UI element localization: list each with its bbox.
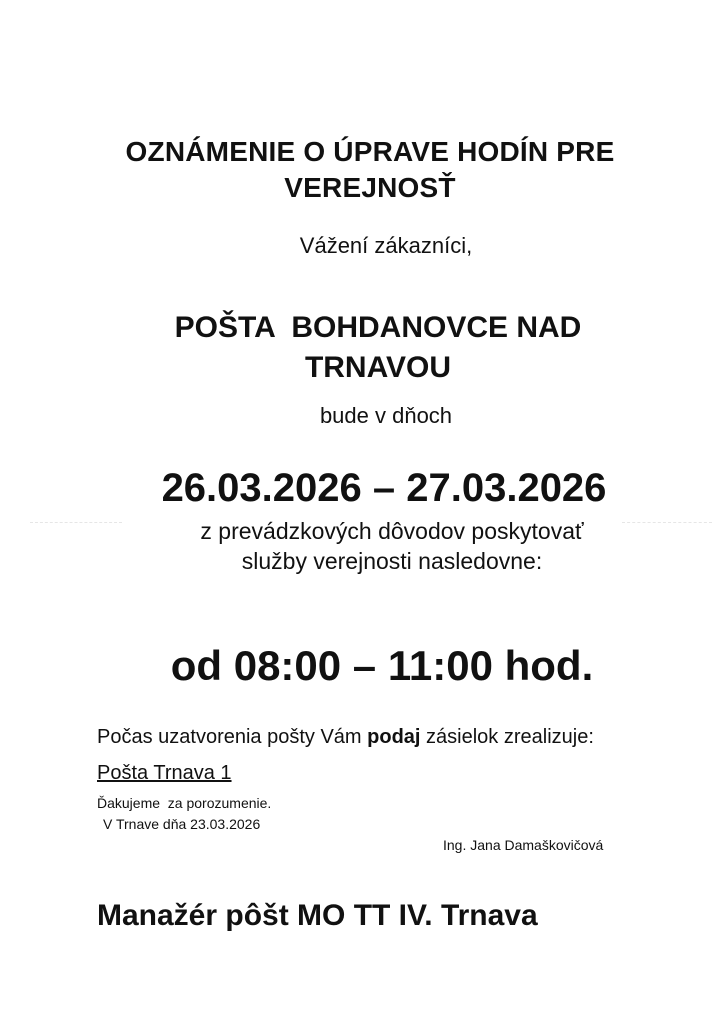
reason-line-1: z prevádzkových dôvodov poskytovať	[200, 518, 584, 544]
reason-line-2: služby verejnosti nasledovne:	[241, 548, 543, 574]
place-and-date: V Trnave dňa 23.03.2026	[103, 816, 261, 832]
closure-note	[97, 724, 594, 750]
closure-note-bold: podaj	[367, 726, 421, 748]
closure-note-suffix: zásielok zrealizuje:	[420, 726, 594, 748]
post-office-name-line-2: TRNAVOU	[304, 351, 452, 384]
signature-name: Ing. Jana Damaškovičová	[443, 837, 604, 853]
manager-title: Manažér pôšt MO TT IV. Trnava	[97, 899, 538, 932]
reason-text	[30, 516, 724, 576]
notice-title	[40, 134, 700, 206]
post-office-name	[40, 308, 716, 388]
opening-hours: od 08:00 – 11:00 hod.	[170, 642, 594, 689]
date-range: 26.03.2026 – 27.03.2026	[161, 466, 607, 510]
post-office-name-line-1: POŠTA BOHDANOVCE NAD	[174, 311, 582, 344]
closure-note-prefix: Počas uzatvorenia pošty Vám	[97, 726, 368, 748]
greeting: Vážení zákazníci,	[299, 233, 473, 258]
notice-title-line-2: VEREJNOSŤ	[284, 172, 456, 203]
thanks-text: Ďakujeme za porozumenie.	[97, 795, 272, 811]
days-intro: bude v dňoch	[319, 403, 453, 428]
alternative-post-office: Pošta Trnava 1	[97, 762, 232, 784]
notice-title-line-1: OZNÁMENIE O ÚPRAVE HODÍN PRE	[125, 136, 615, 167]
